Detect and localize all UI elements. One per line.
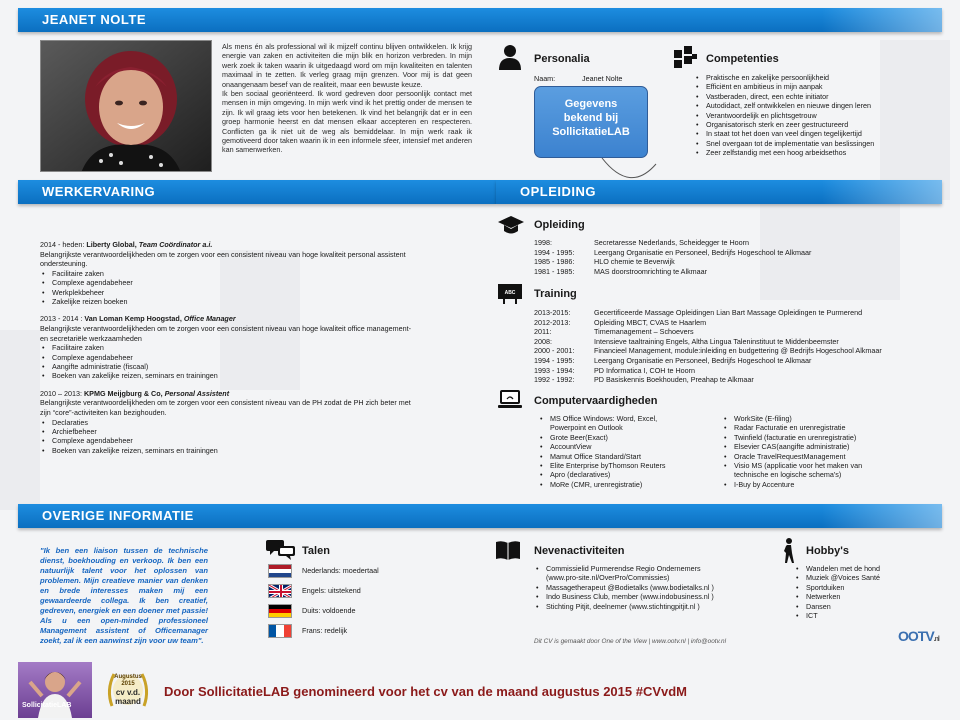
- training-title: Training: [534, 288, 577, 300]
- werkervaring-content: [40, 240, 420, 455]
- overige-bar: [18, 504, 942, 528]
- list-item: • AccountView: [538, 442, 718, 451]
- book-icon: [496, 540, 520, 560]
- sollicitatielab-label: SollicitatieLAB: [22, 702, 72, 709]
- list-item: • Stichting Pitjit, deelnemer (www.stichtingpitjit.nl ): [534, 602, 764, 611]
- quote-text: "Ik ben een liaison tussen de technische dienst, boekhouding en verkoop. Ik ben een natuurlijk talent voor het oplossen van problemen. Mijn creatieve manier van denken en brede interesses maken mij een gewaardeerde collega. Ik ben creatief, gedreven, energiek en een doener met passie! Als u een open-minded professioneel Management assistent of Officemanager zoekt, zal ik een aanwinst zijn voor uw team".: [40, 546, 208, 645]
- job-tasks: [40, 418, 420, 456]
- computer-left-list: [538, 414, 718, 489]
- opleiding-title: Opleiding: [534, 219, 585, 231]
- list-item: • WorkSite (E-filing): [722, 414, 922, 423]
- cv-name: JEANET NOLTE: [42, 12, 146, 27]
- list-item: • Autodidact, zelf ontwikkelen en nieuwe dingen leren: [694, 101, 934, 110]
- list-item: • Facilitaire zaken: [40, 269, 420, 278]
- intro-text: [222, 42, 472, 155]
- talen-title: Talen: [302, 545, 330, 557]
- competenties-title: Competenties: [706, 53, 779, 65]
- list-item: 1994 - 1995: Leergang Organisatie en Personeel, Bedrijfs Hogeschool te Alkmaar: [534, 247, 812, 257]
- opleiding-list: [534, 238, 934, 276]
- list-item: • Praktische en zakelijke persoonlijkheid: [694, 73, 934, 82]
- badge-line-4: maand: [115, 697, 141, 706]
- list-item: • Complexe agendabeheer: [40, 278, 420, 287]
- list-item: • Vastberaden, direct, een echte initiator: [694, 92, 934, 101]
- list-item: • MS Office Windows: Word, Excel, Powerpoint en Outlook: [538, 414, 718, 433]
- job-company: KPMG Meijgburg & Co,: [83, 388, 163, 398]
- list-item: • Visio MS (applicatie voor het maken van technische en logische schema's): [722, 461, 922, 480]
- list-item: 1985 - 1986: HLO chemie te Beverwijk: [534, 257, 675, 267]
- list-item: 2012-2013: Opleiding MBCT, CVAS te Haarlem: [534, 317, 707, 327]
- callout-line-1: Gegevens: [564, 98, 618, 110]
- list-item: • Netwerken: [794, 592, 914, 601]
- uk-flag-icon: [268, 584, 292, 598]
- list-item: • Mamut Office Standard/Start: [538, 452, 718, 461]
- job-role: Office Manager: [183, 314, 236, 324]
- job-3: [40, 389, 420, 455]
- werkervaring-title: WERKERVARING: [42, 184, 156, 199]
- job-company: Van Loman Kemp Hoogstad,: [84, 314, 182, 324]
- german-flag-icon: [268, 604, 292, 618]
- nevenactiviteiten-list: [534, 564, 764, 611]
- puzzle-icon: [672, 44, 698, 70]
- computer-title: Computervaardigheden: [534, 395, 658, 407]
- list-item: • Muziek @Voices Santé: [794, 573, 914, 582]
- ootv-logo: OOTV.nl: [898, 628, 939, 644]
- list-item: 1994 - 1995: Leergang Organisatie en Personeel, Bedrijfs Hogeschool te Alkmaar: [534, 355, 812, 365]
- callout-line-3: SollicitatieLAB: [552, 126, 630, 138]
- opleiding-bar: [496, 180, 942, 204]
- list-item: • Aangifte administratie (fiscaal): [40, 362, 420, 371]
- name-label: Naam:: [534, 74, 556, 83]
- list-item: • Twinfield (facturatie en urenregistratie): [722, 433, 922, 442]
- sollicitatielab-image: [18, 662, 92, 718]
- list-item: 1981 - 1985: MAS doorstroomrichting te Alkmaar: [534, 266, 708, 276]
- talen-item: Engels: uitstekend: [302, 586, 361, 595]
- uk-flag-graphic: [269, 585, 292, 598]
- list-item: 1998: Secretaresse Nederlands, Scheidegger te Hoorn: [534, 238, 750, 247]
- list-item: • Complexe agendabeheer: [40, 353, 420, 362]
- list-item: • Snel overgaan tot de implementatie van beslissingen: [694, 139, 934, 148]
- list-item: • Werkplekbeheer: [40, 288, 420, 297]
- svg-text:ABC: ABC: [504, 290, 516, 296]
- job-period: 2014 - heden:: [40, 240, 85, 249]
- badge-line-3: cv v.d.: [115, 688, 141, 697]
- person-icon: [499, 44, 521, 70]
- list-item: • Dansen: [794, 602, 914, 611]
- job-role: Team Coördinator a.i.: [138, 240, 213, 249]
- intro-paragraph-2: Ik ben sociaal georiënteerd. Ik word gedreven door persoonlijk contact met mensen in mijn omgeving. In mijn werk vind ik het prettig onder de mensen te zijn. Ik wil graag iets voor hen betekenen. Ik vind het belangrijk dat er in een groep harmonie heerst en dat mensen elkaar accepteren en respecteren. Conflicten ga ik niet uit de weg als bemiddelaar. In mijn werk raak ik gemotiveerd door taken waarin ik in een informele sfeer, intensief met anderen kan samenwerken.: [222, 89, 472, 155]
- list-item: • Elite Enterprise byThomson Reuters: [538, 461, 718, 470]
- list-item: • Complexe agendabeheer: [40, 436, 420, 445]
- sollicitatielab-graphic: [18, 662, 92, 718]
- job-1: [40, 240, 420, 306]
- callout-line-2: bekend bij: [563, 112, 619, 124]
- hobbys-title: Hobby's: [806, 545, 849, 557]
- list-item: • Declaraties: [40, 418, 420, 427]
- list-item: • Indo Business Club, member (www.indobusiness.nl ): [534, 592, 764, 601]
- list-item: • In staat tot het doen van veel dingen tegelijkertijd: [694, 129, 934, 138]
- job-2: [40, 314, 420, 380]
- french-flag-icon: [268, 624, 292, 638]
- job-desc: Belangrijkste verantwoordelijkheden om te zorgen voor een consistent niveau van hoge kwaliteit personal assistent ondersteuning.: [40, 249, 406, 269]
- list-item: • Archiefbeheer: [40, 427, 420, 436]
- list-item: • Elsevier CAS(aangifte administratie): [722, 442, 922, 451]
- graduation-cap-icon: [498, 214, 524, 236]
- list-item: • Zeer zelfstandig met een hoog arbeidsethos: [694, 148, 934, 157]
- walking-person-icon: [782, 538, 796, 564]
- list-item: • Facilitaire zaken: [40, 343, 420, 352]
- job-tasks: [40, 343, 420, 381]
- dutch-flag-icon: [268, 564, 292, 578]
- list-item: • Radar Facturatie en urenregistratie: [722, 423, 922, 432]
- chalkboard-icon: [498, 284, 522, 304]
- footer-nomination-text: Door SollicitatieLAB genomineerd voor het cv van de maand augustus 2015 #CVvdM: [164, 684, 688, 699]
- job-tasks: [40, 269, 420, 307]
- list-item: • Oracle TravelRequestManagement: [722, 452, 922, 461]
- overige-title: OVERIGE INFORMATIE: [42, 508, 194, 523]
- badge-line-1: Augustus: [114, 674, 142, 680]
- bg-block: [0, 330, 40, 510]
- badge-line-2: 2015: [121, 681, 135, 687]
- list-item: • Verantwoordelijk en plichtsgetrouw: [694, 111, 934, 120]
- personalia-name-row: [534, 74, 622, 84]
- competenties-list: [694, 73, 934, 158]
- opleiding-section-title: OPLEIDING: [520, 184, 597, 199]
- cv-footnote: Dit CV is gemaakt door One of the View | www.ootv.nl | info@ootv.nl: [534, 638, 727, 645]
- list-item: • Organisatorisch sterk en zeer gestructureerd: [694, 120, 934, 129]
- list-item: 2000 - 2001: Financieel Management, module:inleiding en budgettering @ Bedrijfs Hogeschool Alkmaar: [534, 346, 882, 356]
- list-item: 1992 - 1992: PD Basiskennis Boekhouden, Preahap te Alkmaar: [534, 375, 754, 385]
- list-item: • Boeken van zakelijke reizen, seminars en trainingen: [40, 371, 420, 380]
- list-item: • Grote Beer(Exact): [538, 433, 718, 442]
- nevenactiviteiten-title: Nevenactiviteiten: [534, 545, 625, 557]
- intro-paragraph-1: Als mens én als professional wil ik mijzelf continu blijven ontwikkelen. Ik krijg energie van zaken en activiteiten die mijn blik en horizon verbreden. In mijn werk zoek ik taken waarin ik uitgedaagd word om mijn kwaliteiten en talenten maximaal in te zetten. Ik verleg graag mijn grenzen. Voor mij is dat geen onaangenaam besef van de realiteit, maar een bewuste keuze.: [222, 42, 472, 89]
- name-value: Jeanet Nolte: [582, 74, 623, 83]
- info-callout: [534, 86, 648, 158]
- portrait-illustration: [41, 41, 212, 172]
- list-item: • Efficiënt en ambitieus in mijn aanpak: [694, 82, 934, 91]
- job-desc: Belangrijkste verantwoordelijkheden om te zorgen voor een consistent niveau van hoge kwaliteit office management- en secretariële werkzaamheden: [40, 324, 412, 343]
- job-desc: Belangrijkste verantwoordelijkheden om te zorgen voor een consistent niveau van de PH zodat de PH zich beter met zijn “core”-activiteiten kan bezighouden.: [40, 398, 411, 417]
- list-item: 1993 - 1994: PD Informatica I, COH te Hoorn: [534, 365, 696, 375]
- list-item: • Commissielid Purmerendse Regio Ondernemers (www.pro-site.nl/OverPro/Commissies): [534, 564, 764, 583]
- hobbys-list: [794, 564, 914, 620]
- talen-item: Nederlands: moedertaal: [302, 566, 379, 575]
- list-item: • Sportduiken: [794, 583, 914, 592]
- list-item: • Massagetherapeut @Bodietalks (www.bodietalks.nl ): [534, 583, 764, 592]
- cv-of-the-month-badge: [104, 666, 152, 716]
- speech-bubbles-icon: [266, 540, 296, 560]
- personalia-title: Personalia: [534, 53, 590, 65]
- list-item: • MoRe (CMR, urenregistratie): [538, 480, 718, 489]
- training-list: [534, 308, 939, 385]
- header-bar: [18, 8, 942, 32]
- job-company: Liberty Global,: [86, 240, 137, 249]
- talen-item: Frans: redelijk: [302, 626, 348, 635]
- talen-item: Duits: voldoende: [302, 606, 356, 615]
- list-item: • Apro (declaratives): [538, 470, 718, 479]
- list-item: • Boeken van zakelijke reizen, seminars en trainingen: [40, 446, 420, 455]
- list-item: • ICT: [794, 611, 914, 620]
- job-role: Personal Assistent: [164, 388, 230, 398]
- list-item: • Wandelen met de hond: [794, 564, 914, 573]
- list-item: • Zakelijke reizen boeken: [40, 297, 420, 306]
- list-item: 2013-2015: Gecertificeerde Massage Opleidingen Lian Bart Massage Opleidingen te Purmerend: [534, 308, 863, 317]
- list-item: 2011: Timemanagement – Schoevers: [534, 327, 694, 337]
- list-item: • I-Buy by Accenture: [722, 480, 922, 489]
- laptop-icon: [498, 390, 522, 410]
- computer-right-list: [722, 414, 922, 489]
- werkervaring-bar: [18, 180, 496, 204]
- job-period: 2013 - 2014 :: [40, 314, 83, 324]
- list-item: 2008: Intensieve taaltraining Engels, Altha Lingua Taleninstituut te Middenbeemster: [534, 336, 839, 346]
- job-period: 2010 – 2013:: [40, 388, 82, 398]
- profile-photo: [40, 40, 212, 172]
